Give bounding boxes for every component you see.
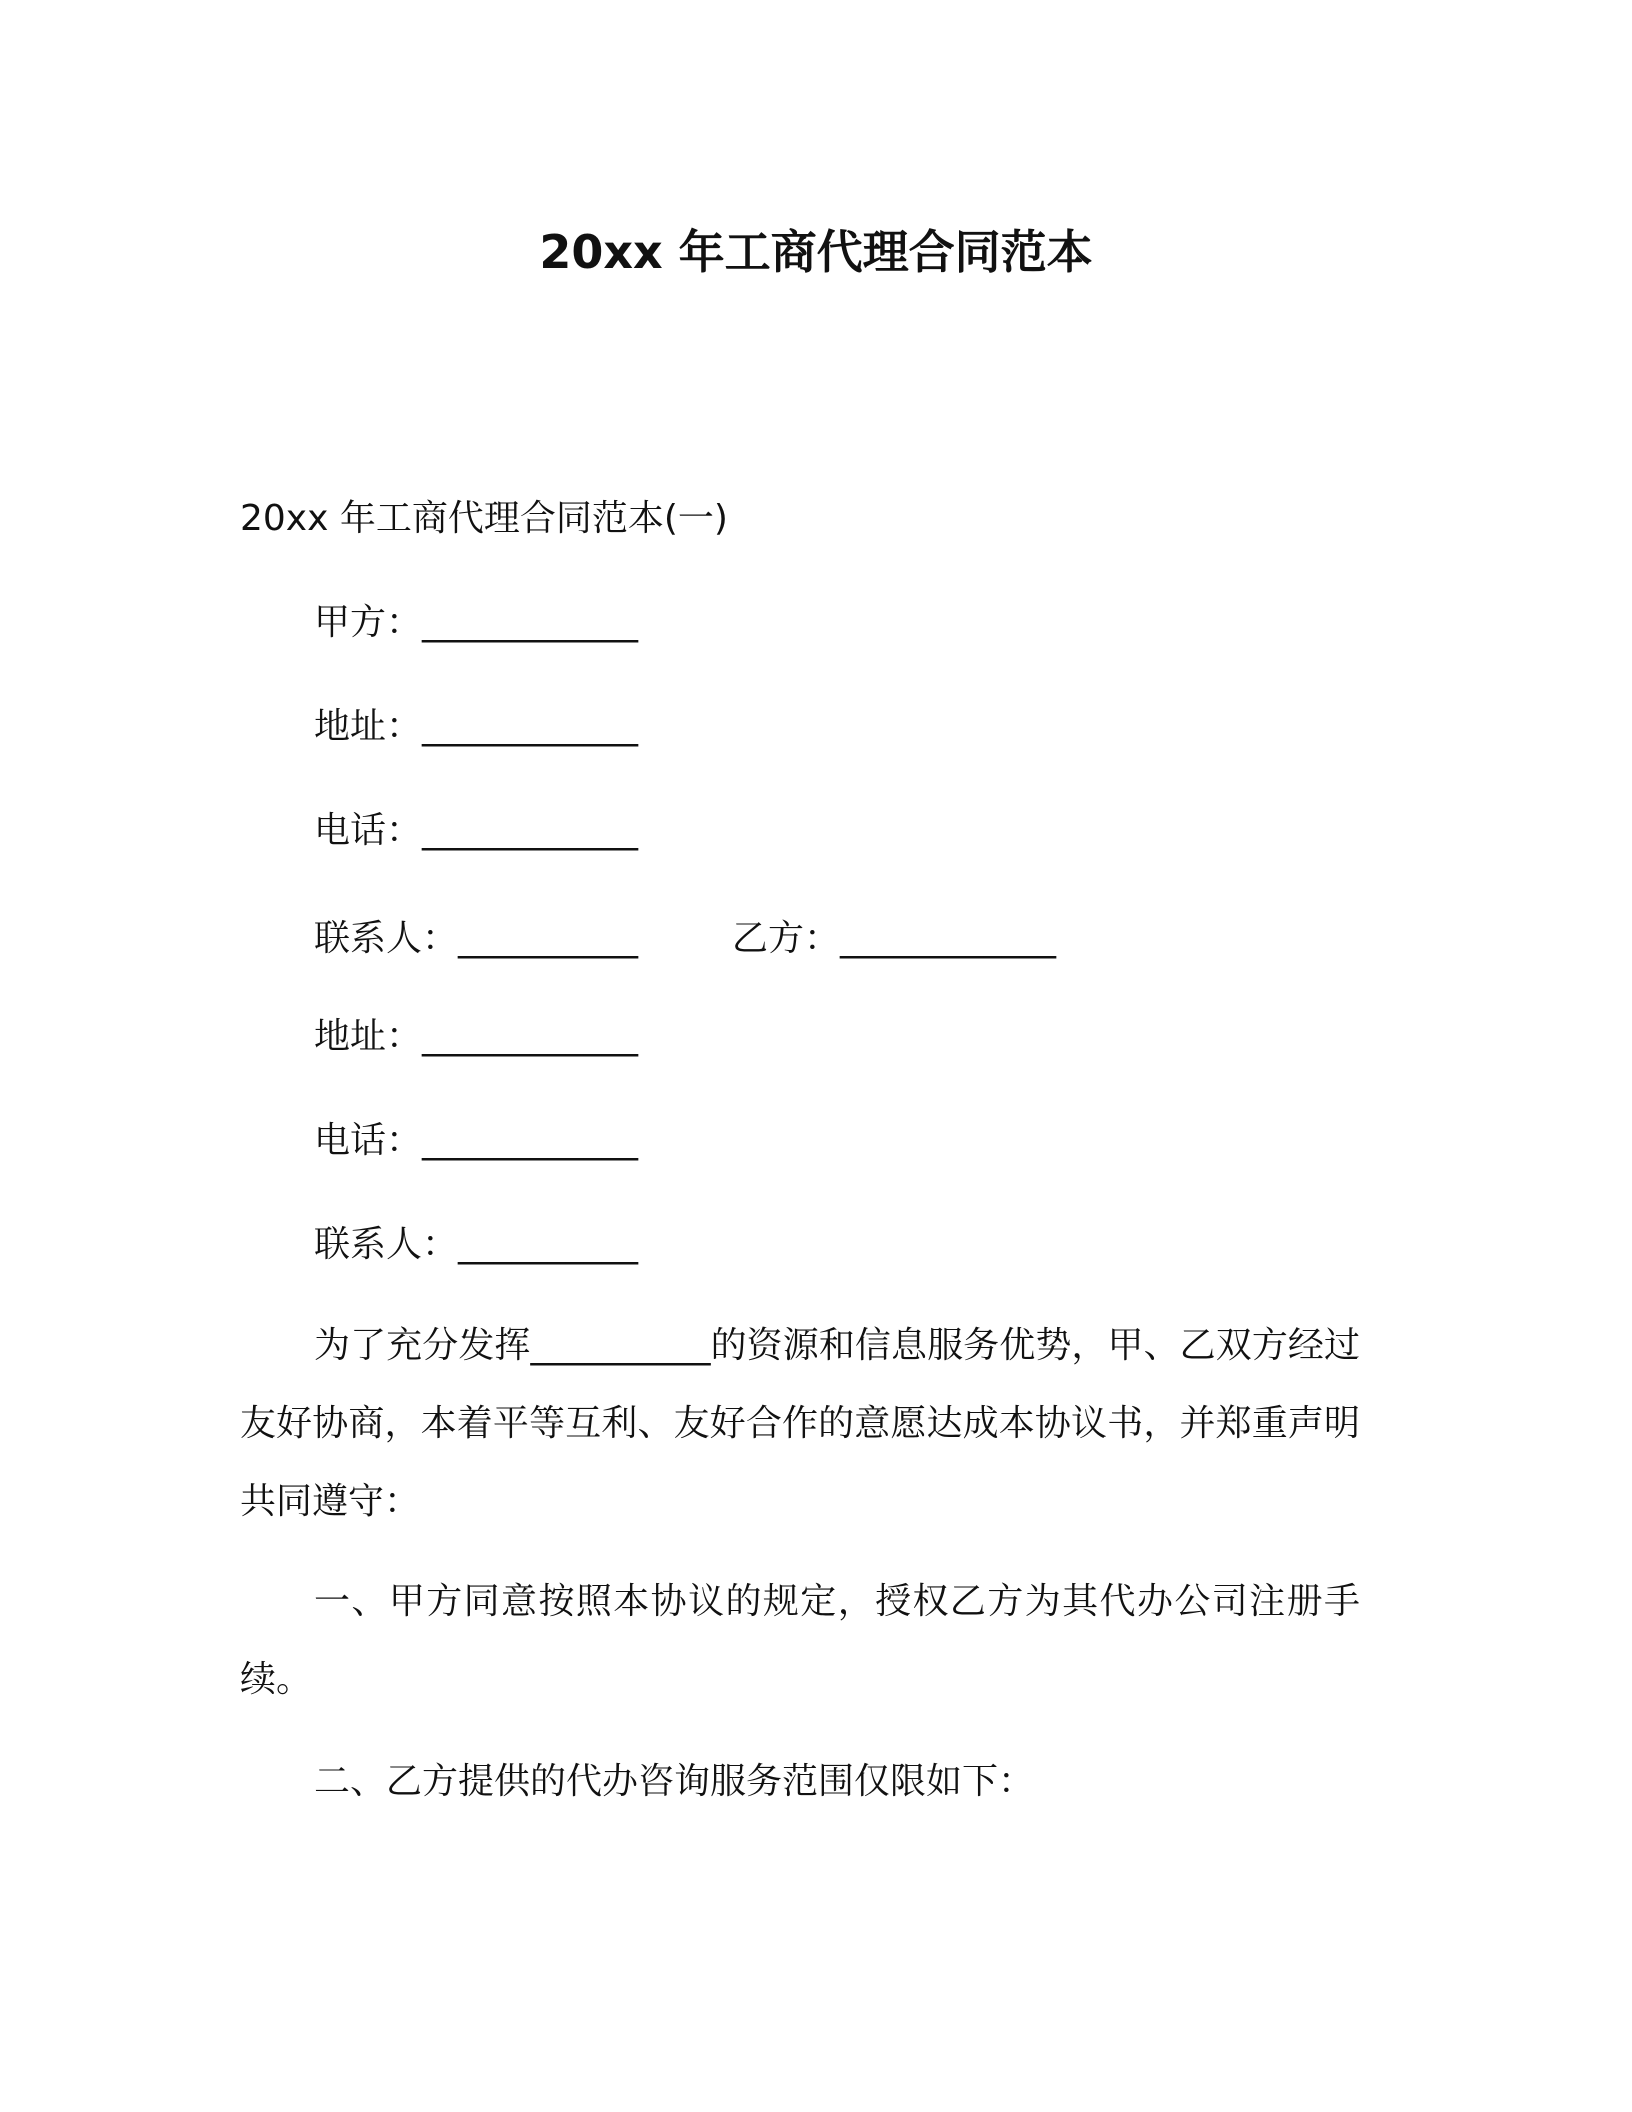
preamble-blank: __________: [530, 1325, 711, 1366]
party-a-address-field: [314, 703, 638, 751]
preamble-text-start: 为了充分发挥: [314, 1325, 531, 1366]
party-b-address-blank: ____________: [422, 1016, 639, 1057]
party-b-phone-field: [314, 1117, 638, 1165]
party-a-contact-blank: __________: [458, 918, 639, 959]
party-a-address-label: 地址：: [314, 706, 423, 747]
preamble-paragraph: [240, 1307, 1360, 1541]
party-a-phone-blank: ____________: [422, 810, 639, 851]
party-b-phone-blank: ____________: [422, 1120, 639, 1161]
party-a-contact-field: [314, 915, 638, 963]
party-a-name-blank: ____________: [422, 602, 639, 643]
party-b-contact-blank: __________: [458, 1224, 639, 1265]
party-a-name-field: [314, 599, 638, 647]
party-b-address-field: [314, 1013, 638, 1061]
party-a-phone-label: 电话：: [314, 810, 423, 851]
document-title: 20xx 年工商代理合同范本: [539, 225, 1093, 279]
party-a-contact-label: 联系人：: [314, 918, 459, 959]
party-b-name-field: [732, 915, 1056, 963]
party-b-contact-label: 联系人：: [314, 1224, 459, 1265]
document-subtitle: 20xx 年工商代理合同范本(一): [240, 498, 728, 539]
party-b-name-label: 乙方：: [732, 918, 841, 959]
party-a-name-label: 甲方：: [314, 602, 423, 643]
party-b-address-label: 地址：: [314, 1016, 423, 1057]
preamble-text-rest: 的资源和信息服务优势，甲、乙双方经过友好协商，本着平等互利、友好合作的意愿达成本协议书，并郑重声明共同遵守：: [240, 1325, 1360, 1522]
party-a-address-blank: ____________: [422, 706, 639, 747]
party-b-contact-field: [314, 1221, 638, 1269]
party-a-phone-field: [314, 807, 638, 855]
party-b-phone-label: 电话：: [314, 1120, 423, 1161]
party-b-name-blank: ____________: [840, 918, 1057, 959]
clause-1-paragraph: 一、甲方同意按照本协议的规定，授权乙方为其代办公司注册手续。: [240, 1581, 1360, 1700]
clause-2-paragraph: 二、乙方提供的代办咨询服务范围仅限如下：: [314, 1761, 1035, 1802]
